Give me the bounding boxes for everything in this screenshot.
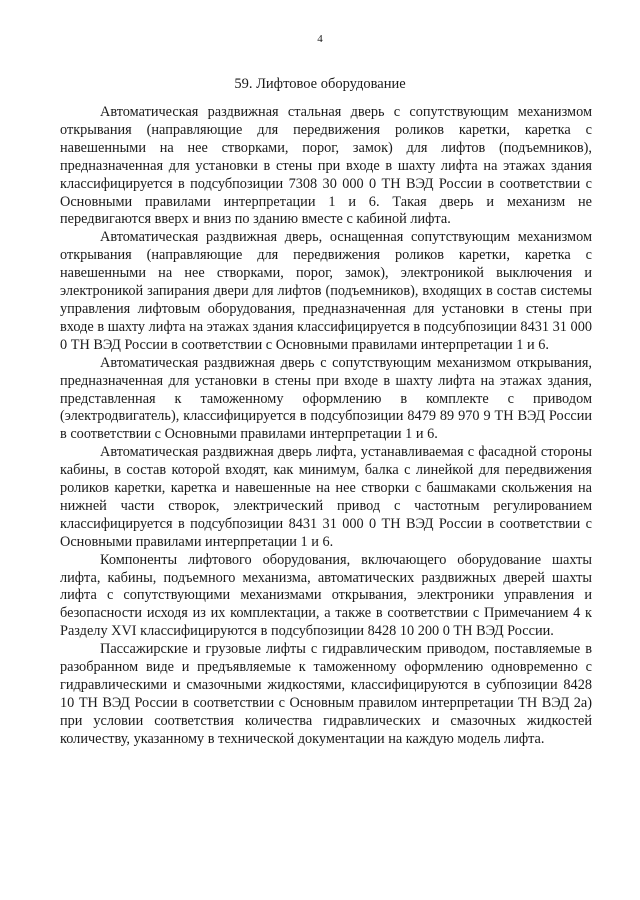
paragraph-door-with-electronics: Автоматическая раздвижная дверь, оснащенная сопутствующим механизмом открывания (направляющие для передвижения роликов каретки, каретка с навешенными на нее створками, порог, замок), электроникой выключения и электроникой запирания двери для лифтов (подъемников), входящих в состав системы управления лифтовым оборудования, предназначенная для установки в стены при входе в шахту лифта на этажах здания классифицируется в подсубпозиции 8431 31 000 0 ТН ВЭД России в соответствии с Основными правилами интерпретации 1 и 6. <box>60 229 592 353</box>
paragraph-hydraulic-lifts: Пассажирские и грузовые лифты с гидравлическим приводом, поставляемые в разобранном виде и предъявляемые к таможенному оформлению одновременно с гидравлическими и смазочными жидкостями, классифицируются в субпозиции 8428 10 ТН ВЭД России в соответствии с Основным правилом интерпретации ТН ВЭД 2а) при условии соответствия количества гидравлических и смазочных жидкостей количеству, указанному в технической документации на каждую модель лифта. <box>60 641 592 747</box>
paragraph-steel-sliding-door: Автоматическая раздвижная стальная дверь с сопутствующим механизмом открывания (направляющие для передвижения роликов каретки, каретка с навешенными на нее створками, порог, замок) для лифтов (подъемников), предназначенная для установки в стены при входе в шахту лифта на этажах здания классифицируется в подсубпозиции 7308 30 000 0 ТН ВЭД России в соответствии с Основными правилами интерпретации 1 и 6. Такая дверь и механизм не передвигаются вверх и вниз по зданию вместе с кабиной лифта. <box>60 104 592 228</box>
page-number: 4 <box>317 33 323 45</box>
document-body <box>60 104 592 749</box>
section-title: 59. Лифтовое оборудование <box>234 76 406 92</box>
paragraph-lift-components: Компоненты лифтового оборудования, включающего оборудование шахты лифта, кабины, подъемного механизма, автоматических раздвижных дверей шахты лифта с сопутствующими механизмами открывания, электроники управления и безопасности исходя из их комплектации, а также в соответствии с Примечанием 4 к Разделу XVI классифицируются в подсубпозиции 8428 10 200 0 ТН ВЭД России. <box>60 551 592 640</box>
paragraph-cabin-door: Автоматическая раздвижная дверь лифта, устанавливаемая с фасадной стороны кабины, в состав которой входят, как минимум, балка с линейкой для передвижения роликов каретки, каретка и навешенные на нее створки с башмаками скольжения на нижней части створок, электрический привод с частотным регулированием классифицируется в подсубпозиции 8431 31 000 0 ТН ВЭД России в соответствии с Основными правилами интерпретации 1 и 6. <box>60 444 592 550</box>
paragraph-door-with-drive: Автоматическая раздвижная дверь с сопутствующим механизмом открывания, предназначенная для установки в стены при входе в шахту лифта на этажах здания, представленная к таможенному оформлению в комплекте с приводом (электродвигатель), классифицируется в подсубпозиции 8479 89 970 9 ТН ВЭД России в соответствии с Основными правилами интерпретации 1 и 6. <box>60 354 592 443</box>
